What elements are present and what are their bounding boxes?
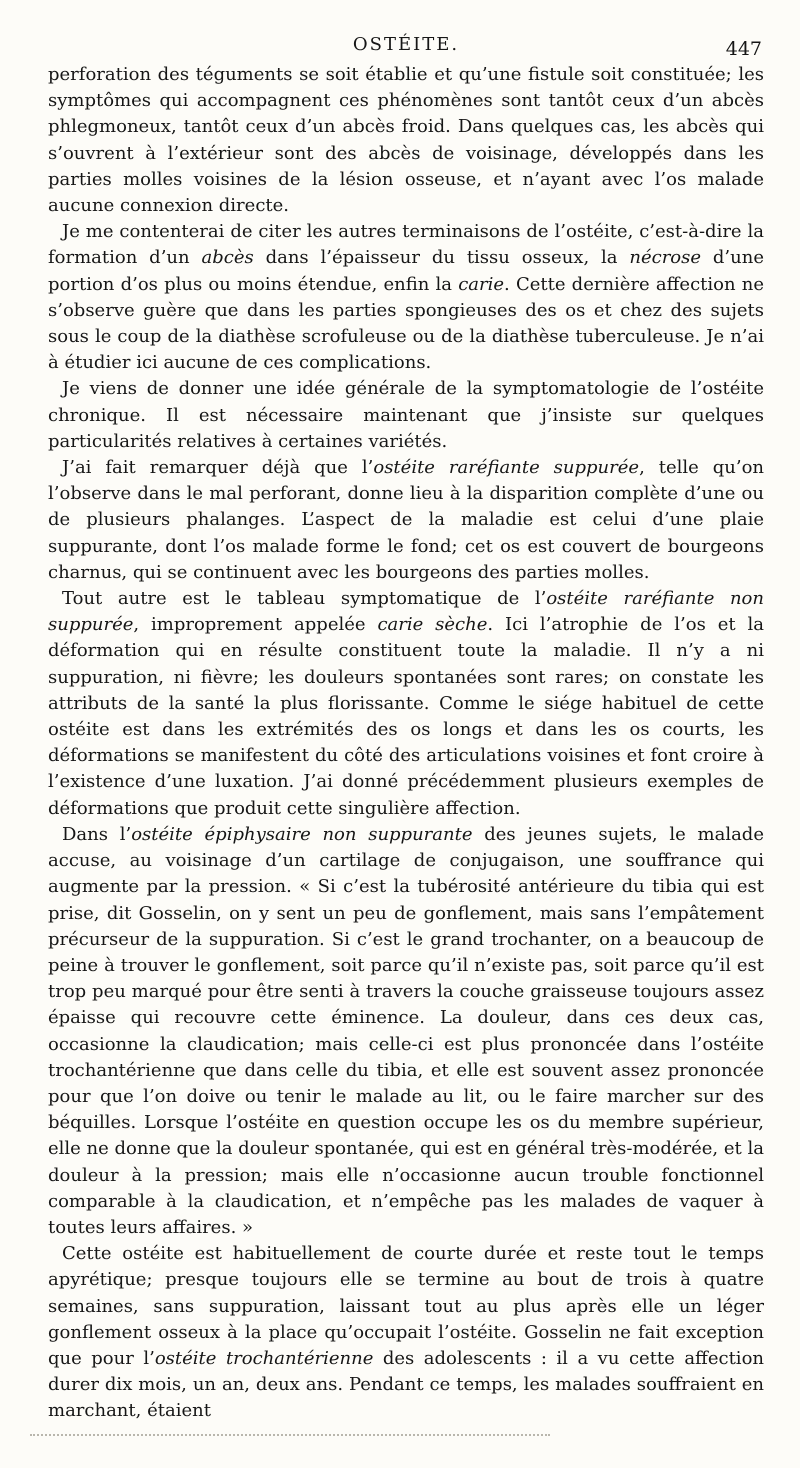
text-run: des adolescents : il a vu cette affection durer dix mois, un an, deux ans. Pendant ce temps, les malades souffraient en marchant, étaient [48,1347,764,1422]
italic-term: carie sèche [377,614,488,636]
italic-term: ostéite trochantérienne [154,1347,374,1369]
text-run: . Ici l’atrophie de l’os et la déformation qui en résulte constituent toute la maladie. Il n’y a ni suppuration, ni fièvre; les douleurs spontanées sont rares; on constate les attributs de la santé la plus florissante. Comme le siége habituel de cette ostéite est dans les extrémités des os longs et dans les os courts, les déformations se manifestent du côté des articulations voisines et font croire à l’existence d’une luxation. J’ai donné précédemment plusieurs exemples de déformations que produit cette singulière affection. [48,614,764,819]
text-run: Tout autre est le tableau symptomatique de l’ [62,588,547,610]
text-run: Dans l’ [62,823,132,845]
paragraph [48,822,764,1241]
text-run: perforation des téguments se soit établie et qu’une fistule soit constituée; les symptômes qui accompagnent ces phénomènes sont tantôt ceux d’un abcès phlegmoneux, tantôt ceux d’un abcès froid. Dans quelques cas, les abcès qui s’ouvrent à l’extérieur sont des abcès de voisinage, développés dans les parties molles voisines de la lésion osseuse, et n’ayant avec l’os malade aucune connexion directe. [48,64,764,217]
running-head: OSTÉITE. [352,34,460,55]
text-run: Je me contenterai de citer les autres terminaisons de l’ostéite, c’est-à-dire la formation d’un [48,221,764,269]
paragraph [48,219,764,376]
text-run: Je viens de donner une idée générale de la symptomatologie de l’ostéite chronique. Il est nécessaire maintenant que j’insiste sur quelques particularités relatives à certaines variétés. [48,378,764,452]
text-run: , telle qu’on l’observe dans le mal perforant, donne lieu à la disparition complète d’une ou de plusieurs phalanges. L’aspect de la maladie est celui d’une plaie suppurante, dont l’os malade forme le fond; cet os est couvert de bourgeons charnus, qui se continuent avec les bourgeons des parties molles. [48,457,764,583]
text-run: . Cette dernière affection ne s’observe guère que dans les parties spongieuses des os et chez des sujets sous le coup de la diathèse scrofuleuse ou de la diathèse tuberculeuse. Je n’ai à étudier ici aucune de ces complications. [48,273,764,374]
italic-term: abcès [201,247,254,269]
text-run: J’ai fait remarquer déjà que l’ [62,457,374,479]
footer-dotted-rule [30,1434,550,1436]
book-page [48,28,764,1438]
paragraph [48,586,764,822]
page-number: 447 [725,38,762,60]
page-header [48,28,764,62]
paragraph [48,1241,764,1424]
paragraph [48,455,764,586]
text-run: d’une portion d’os plus ou moins étendue, enfin la [48,247,764,295]
italic-term: ostéite raréfiante suppurée [373,457,640,479]
italic-term: carie [458,273,505,295]
body-text [48,62,764,1425]
italic-term: ostéite épiphysaire non suppurante [131,823,473,845]
text-run: , improprement appelée [133,614,378,636]
text-run: dans l’épaisseur du tissu osseux, la [253,247,630,269]
paragraph [48,376,764,455]
paragraph [48,62,764,219]
text-run: des jeunes sujets, le malade accuse, au voisinage d’un cartilage de conjugaison, une souffrance qui augmente par la pression. « Si c’est la tubérosité antérieure du tibia qui est prise, dit Gosselin, on y sent un peu de gonflement, mais sans l’empâtement précurseur de la suppuration. Si c’est le grand trochanter, on a beaucoup de peine à trouver le gonflement, soit parce qu’il n’existe pas, soit parce qu’il est trop peu marqué pour être senti à travers la couche graisseuse toujours assez épaisse qui recouvre cette éminence. La douleur, dans ces deux cas, occasionne la claudication; mais celle-ci est plus prononcée dans l’ostéite trochantérienne que dans celle du tibia, et elle est souvent assez prononcée pour que l’on doive ou tenir le malade au lit, ou le faire marcher sur des béquilles. Lorsque l’ostéite en question occupe les os du membre supérieur, elle ne donne que la douleur spontanée, qui est en général très-modérée, et la douleur à la pression; mais elle n’occasionne aucun trouble fonctionnel comparable à la claudication, et n’empêche pas les malades de vaquer à toutes leurs affaires. » [48,823,764,1238]
italic-term: nécrose [629,247,702,269]
text-run: Cette ostéite est habituellement de courte durée et reste tout le temps apyrétique; presque toujours elle se termine au bout de trois à quatre semaines, sans suppuration, laissant tout au plus après elle un léger gonflement osseux à la place qu’occupait l’ostéite. Gosselin ne fait exception que pour l’ [48,1243,764,1369]
italic-term: ostéite raréfiante non suppurée [48,588,764,636]
